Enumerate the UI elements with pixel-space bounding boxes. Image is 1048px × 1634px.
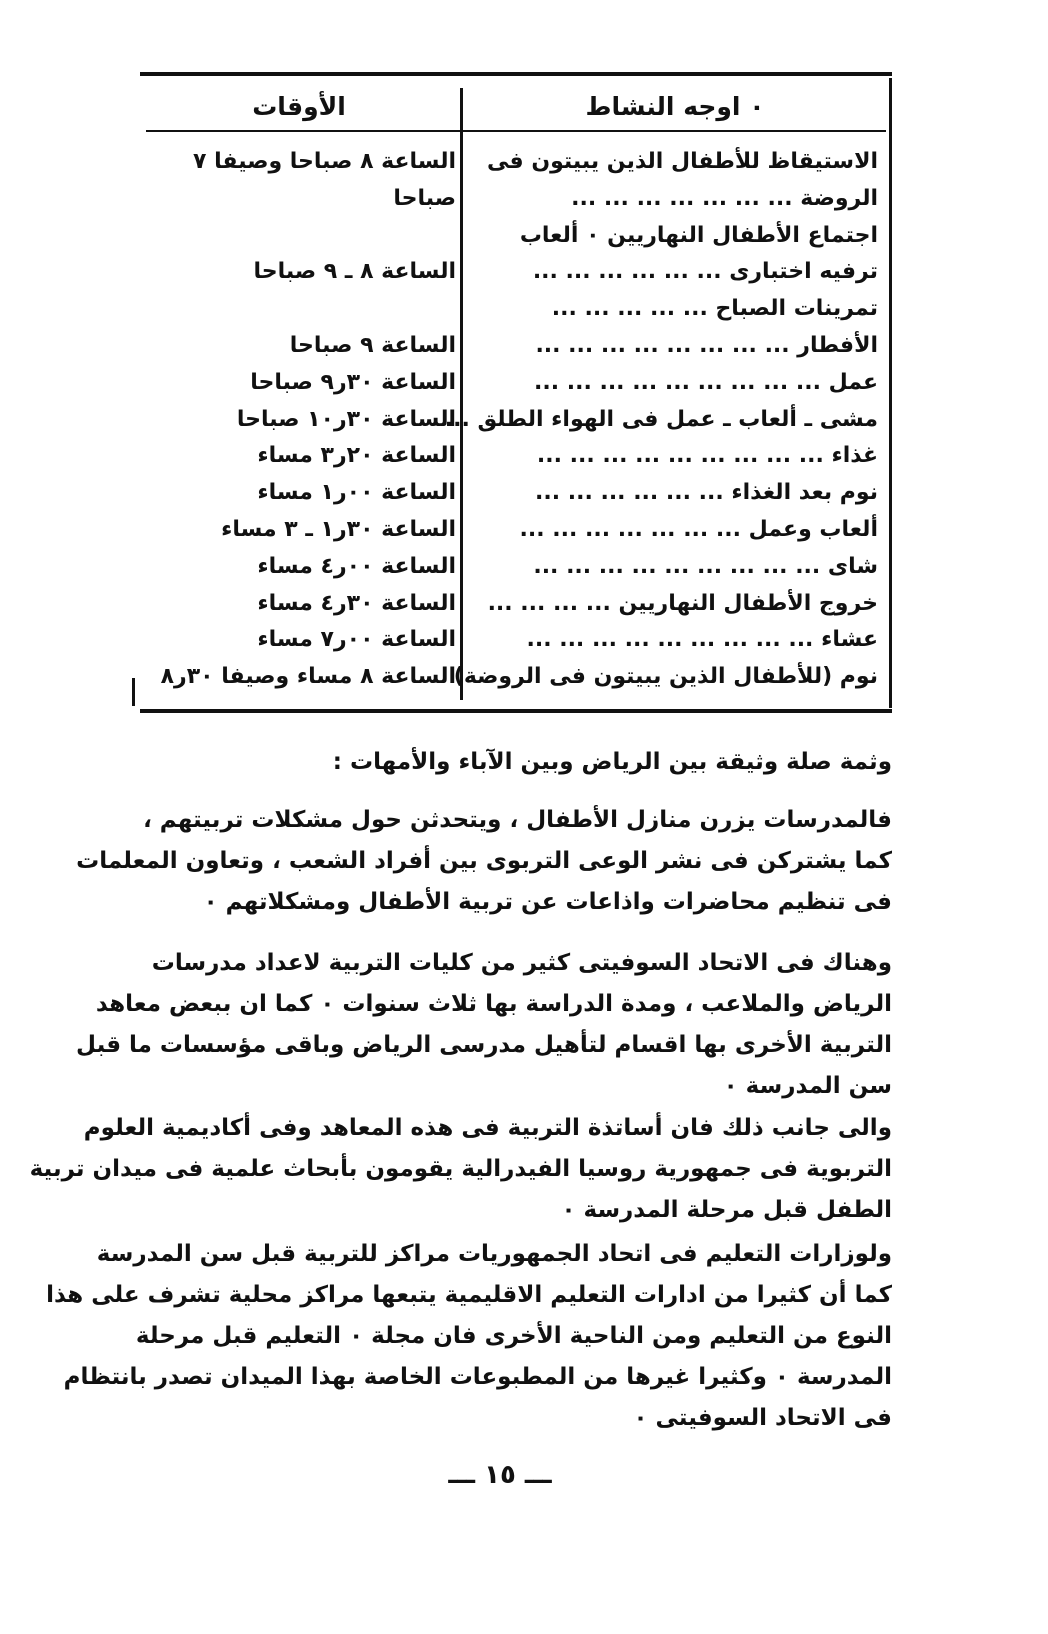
activity-cell: خروج الأطفال النهاريين ... ... ... ... [487, 590, 878, 616]
activity-cell: غذاء ... ... ... ... ... ... ... ... ... [536, 443, 878, 469]
paragraph-line: التربوية فى جمهورية روسيا الفيدرالية يقومون بأبحاث علمية فى ميدان تربية [29, 1156, 892, 1182]
time-cell: الساعة ٩ صباحا [289, 333, 456, 358]
activity-cell: ترفيه اختبارى ... ... ... ... ... ... [532, 259, 878, 285]
paragraph [29, 1108, 892, 1231]
paragraph-line: المدرسة ٠ وكثيرا غيرها من المطبوعات الخاصة بهذا الميدان تصدر بانتظام [63, 1364, 892, 1390]
table-row [140, 181, 892, 217]
table-row [140, 512, 892, 548]
time-cell: الساعة ٣٠ر٤ مساء [257, 590, 456, 616]
paragraph-line: وهناك فى الاتحاد السوفيتى كثير من كليات التربية لاعداد مدرسات [151, 950, 892, 976]
activity-cell: تمرينات الصباح ... ... ... ... ... [551, 296, 878, 322]
time-cell: الساعة ٨ ـ ٩ صباحا [253, 259, 456, 285]
table-row [140, 291, 892, 327]
table-top-rule [140, 72, 892, 76]
table-row [140, 254, 892, 290]
paragraph-line: فى الاتحاد السوفيتى ٠ [633, 1405, 892, 1431]
activity-cell: ألعاب وعمل ... ... ... ... ... ... ... [519, 517, 878, 542]
paragraph [76, 943, 892, 1107]
time-cell: الساعة ٢٠ر٣ مساء [257, 443, 456, 469]
activity-cell: اجتماع الأطفال النهاريين ٠ ألعاب [519, 222, 878, 248]
time-cell: الساعة ٠٠ر٤ مساء [257, 553, 456, 579]
paragraph [46, 1234, 892, 1439]
activity-cell: عمل ... ... ... ... ... ... ... ... ... [534, 369, 878, 395]
table-left-mark [132, 678, 135, 706]
table-header-rule [146, 130, 886, 132]
schedule-table [140, 68, 892, 718]
time-cell: الساعة ٣٠ر١ ـ ٣ مساء [221, 517, 456, 542]
paragraph-line: والى جانب ذلك فان أساتذة التربية فى هذه المعاهد وفى أكاديمية العلوم [83, 1115, 892, 1141]
paragraph-line: فالمدرسات يزرن منازل الأطفال ، ويتحدثن حول مشكلات تربيتهم ، [143, 807, 892, 833]
time-cell: الساعة ٨ مساء وصيفا ٣٠ر٨ [160, 664, 456, 690]
header-activities: ٠ اوجه النشاط [585, 92, 765, 121]
header-times: الأوقات [252, 92, 346, 121]
table-row [140, 218, 892, 254]
time-cell [138, 291, 456, 327]
activity-cell: الأفطار ... ... ... ... ... ... ... ... [535, 333, 878, 358]
table-row [140, 328, 892, 364]
table-row [140, 659, 892, 695]
table-row [140, 438, 892, 474]
time-cell: الساعة ٣٠ر٩ صباحا [250, 369, 456, 395]
time-cell: الساعة ٠٠ر١ مساء [257, 480, 456, 506]
paragraph [152, 742, 892, 783]
time-cell: الساعة ٨ صباحا وصيفا ٧ [193, 149, 456, 174]
time-cell: الساعة ٠٠ر٧ مساء [257, 627, 456, 653]
table-row [140, 475, 892, 511]
paragraph-line: الرياض والملاعب ، ومدة الدراسة بها ثلاث سنوات ٠ كما ان ببعض معاهد [95, 991, 892, 1017]
page-number: ـــ ١٥ ـــ [448, 1460, 552, 1490]
table-row [140, 549, 892, 585]
table-row [140, 402, 892, 438]
paragraph-line: سن المدرسة ٠ [723, 1073, 892, 1099]
time-cell [138, 218, 456, 254]
paragraph-line: فى تنظيم محاضرات واذاعات عن تربية الأطفال ومشكلاتهم ٠ [203, 889, 892, 915]
table-row [140, 622, 892, 658]
activity-cell: شاى ... ... ... ... ... ... ... ... ... [533, 553, 878, 579]
activity-cell: الاستيقاظ للأطفال الذين يبيتون فى [487, 149, 878, 174]
paragraph-line: النوع من التعليم ومن الناحية الأخرى فان مجلة ٠ التعليم قبل مرحلة [135, 1323, 892, 1349]
paragraph-line: ولوزارات التعليم فى اتحاد الجمهوريات مراكز للتربية قبل سن المدرسة [96, 1241, 892, 1267]
table-row [140, 365, 892, 401]
activity-cell: عشاء ... ... ... ... ... ... ... ... ... [526, 627, 878, 653]
time-cell: الساعة ٣٠ر١٠ صباحا [236, 406, 456, 432]
paragraph-line: كما أن كثيرا من ادارات التعليم الاقليمية يتبعها مراكز محلية تشرف على هذا [46, 1282, 892, 1308]
activity-cell: نوم بعد الغذاء ... ... ... ... ... ... [535, 480, 878, 506]
activity-cell: الروضة ... ... ... ... ... ... ... [571, 185, 878, 211]
activity-cell: نوم (للأطفال الذين يبيتون فى الروضة) [453, 664, 878, 690]
time-cell: صباحا [393, 185, 456, 211]
table-bottom-rule [140, 709, 892, 713]
activity-cell: مشى ـ ألعاب ـ عمل فى الهواء الطلق ... [444, 406, 878, 432]
paragraph-line: كما يشتركن فى نشر الوعى التربوى بين أفراد الشعب ، وتعاون المعلمات [76, 848, 892, 874]
paragraph-line: وثمة صلة وثيقة بين الرياض وبين الآباء والأمهات : [332, 749, 892, 775]
paragraph-line: الطفل قبل مرحلة المدرسة ٠ [561, 1197, 892, 1223]
paragraph [76, 800, 892, 923]
table-row [140, 144, 892, 180]
table-row [140, 586, 892, 622]
paragraph-line: التربية الأخرى بها اقسام لتأهيل مدرسى الرياض وباقى مؤسسات ما قبل [76, 1032, 892, 1058]
